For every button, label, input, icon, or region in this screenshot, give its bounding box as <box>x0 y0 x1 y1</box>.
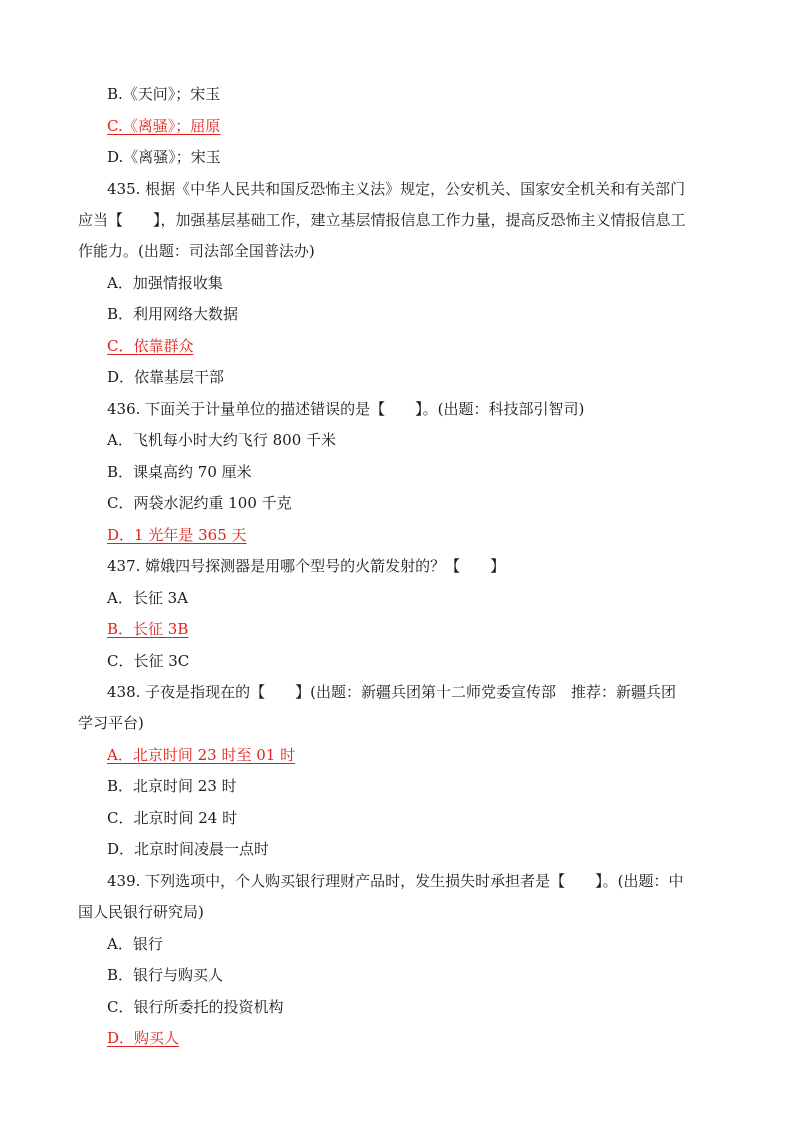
question-438-correct-answer: A．北京时间 23 时至 01 时 <box>107 746 296 764</box>
question-435-text: 435. 根据《中华人民共和国反恐怖主义法》规定，公安机关、国家安全机关和有关部门 <box>107 180 686 198</box>
question-436-option-b: B．课桌高约 70 厘米 <box>107 463 252 481</box>
question-439-option-b: B．银行与购买人 <box>107 966 224 984</box>
question-437-option-a: A．长征 3A <box>107 589 188 607</box>
question-438-text-cont: 学习平台) <box>78 714 144 732</box>
question-438-option-c: C．北京时间 24 时 <box>107 809 238 827</box>
question-439-correct-answer: D．购买人 <box>107 1029 180 1047</box>
question-435-source: 作能力。(出题：司法部全国普法办) <box>78 242 315 260</box>
question-439-option-c: C．银行所委托的投资机构 <box>107 998 284 1016</box>
question-437-correct-answer: B．长征 3B <box>107 620 189 638</box>
question-436-option-a: A．飞机每小时大约飞行 800 千米 <box>107 431 337 449</box>
question-436-correct-answer: D．1 光年是 365 天 <box>107 526 247 544</box>
option-d: D.《离骚》；宋玉 <box>107 148 221 166</box>
question-438-option-d: D．北京时间凌晨一点时 <box>107 840 270 858</box>
question-439-text-cont: 国人民银行研究局) <box>78 903 204 921</box>
question-439-option-a: A．银行 <box>107 935 163 953</box>
correct-answer-option-c: C.《离骚》；屈原 <box>107 117 221 135</box>
question-437-option-c: C．长征 3C <box>107 652 190 670</box>
question-435-text-cont: 应当【 】，加强基层基础工作，建立基层情报信息工作力量，提高反恐怖主义情报信息工 <box>78 211 686 229</box>
question-435-correct-answer: C．依靠群众 <box>107 337 194 355</box>
question-435-option-b: B．利用网络大数据 <box>107 305 239 323</box>
question-439-text: 439. 下列选项中，个人购买银行理财产品时，发生损失时承担者是【 】。(出题：中 <box>107 872 684 890</box>
question-438-text: 438. 子夜是指现在的【 】(出题：新疆兵团第十二师党委宣传部 推荐：新疆兵团 <box>107 683 677 701</box>
question-435-option-a: A．加强情报收集 <box>107 274 223 292</box>
question-436-option-c: C．两袋水泥约重 100 千克 <box>107 494 292 512</box>
option-b: B.《天问》；宋玉 <box>107 85 221 103</box>
question-437-text: 437. 嫦娥四号探测器是用哪个型号的火箭发射的？【 】 <box>107 557 506 575</box>
question-435-option-d: D．依靠基层干部 <box>107 368 225 386</box>
question-438-option-b: B．北京时间 23 时 <box>107 777 237 795</box>
question-436-text: 436. 下面关于计量单位的描述错误的是【 】。(出题：科技部引智司) <box>107 400 585 418</box>
